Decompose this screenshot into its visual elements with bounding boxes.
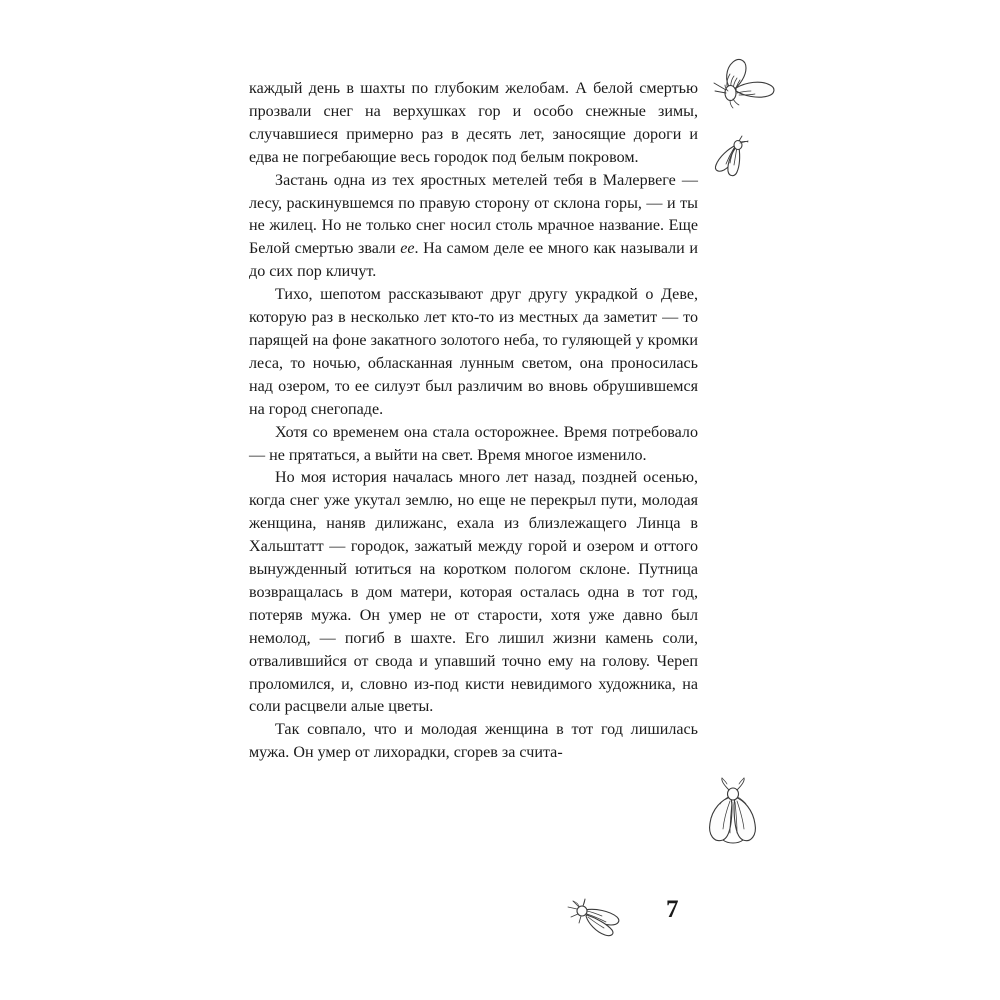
paragraph-continues-next-page: Так совпало, что и молодая женщина в тот год лишилась мужа. Он умер от лихорадки, сгорев за счита-: [249, 721, 698, 762]
paragraph: [249, 170, 698, 285]
paragraph-continued: каждый день в шахты по глубоким желобам. А белой смертью прозвали снег на верхушках гор и особо снежные зимы, случавшиеся примерно раз в десять лет, заносящие дороги и едва не погребающие весь городок под белым покровом.: [249, 80, 698, 166]
paragraph: Хотя со временем она стала осторожнее. Время потребовало — не прятаться, а выйти на свет. Время многое изменило.: [249, 423, 698, 464]
page-number: 7: [666, 896, 679, 923]
paragraph-segment-lead: Застань одна из тех яростных метелей тебя в Малервеге — лесу, раскинувшемся по правую сторону от склона горы, — и ты не жилец. Но не только снег носил столь мрачное название. Еще Белой смертью звали: [249, 171, 698, 258]
paragraph-segment-tail: . На самом деле ее много как называли и до сих пор кличут.: [249, 240, 698, 281]
paragraph: Но моя история началась много лет назад, поздней осенью, когда снег уже укутал землю, но еще не перекрыл пути, молодая женщина, наняв дилижанс, ехала из близлежащего Линца в Хальштатт — городок, зажатый между горой и озером и оттого вынужденный ютиться на коротком пологом склоне. Путница возвращалась в дом матери, которая осталась одна в тот год, потеряв мужа. Он умер не от старости, хотя уже давно был немолод, — погиб в шахте. Его лишил жизни камень соли, отвалившийся от свода и упавший точно ему на голову. Череп проломился, и, словно из-под кисти невидимого художника, на соли расцвели алые цветы.: [249, 469, 698, 716]
body-text-column: [249, 78, 698, 765]
paragraph: Тихо, шепотом рассказывают друг другу украдкой о Деве, которую раз в несколько лет кто-то из местных да заметит — то парящей на фоне закатного золотого неба, то гуляющей у кромки леса, то ночью, обласканная лунным светом, она проносилась над озером, то ее силуэт был различим во вновь обрушившемся на город снегопаде.: [249, 286, 698, 418]
moth-sketch-wings-folded-icon: [710, 133, 760, 183]
moth-sketch-wings-spread-icon: [706, 57, 778, 109]
paragraph-segment-italic: ее: [400, 240, 415, 258]
moth-sketch-side-view-icon: [563, 897, 625, 941]
moth-sketch-front-facing-icon: [702, 777, 764, 849]
